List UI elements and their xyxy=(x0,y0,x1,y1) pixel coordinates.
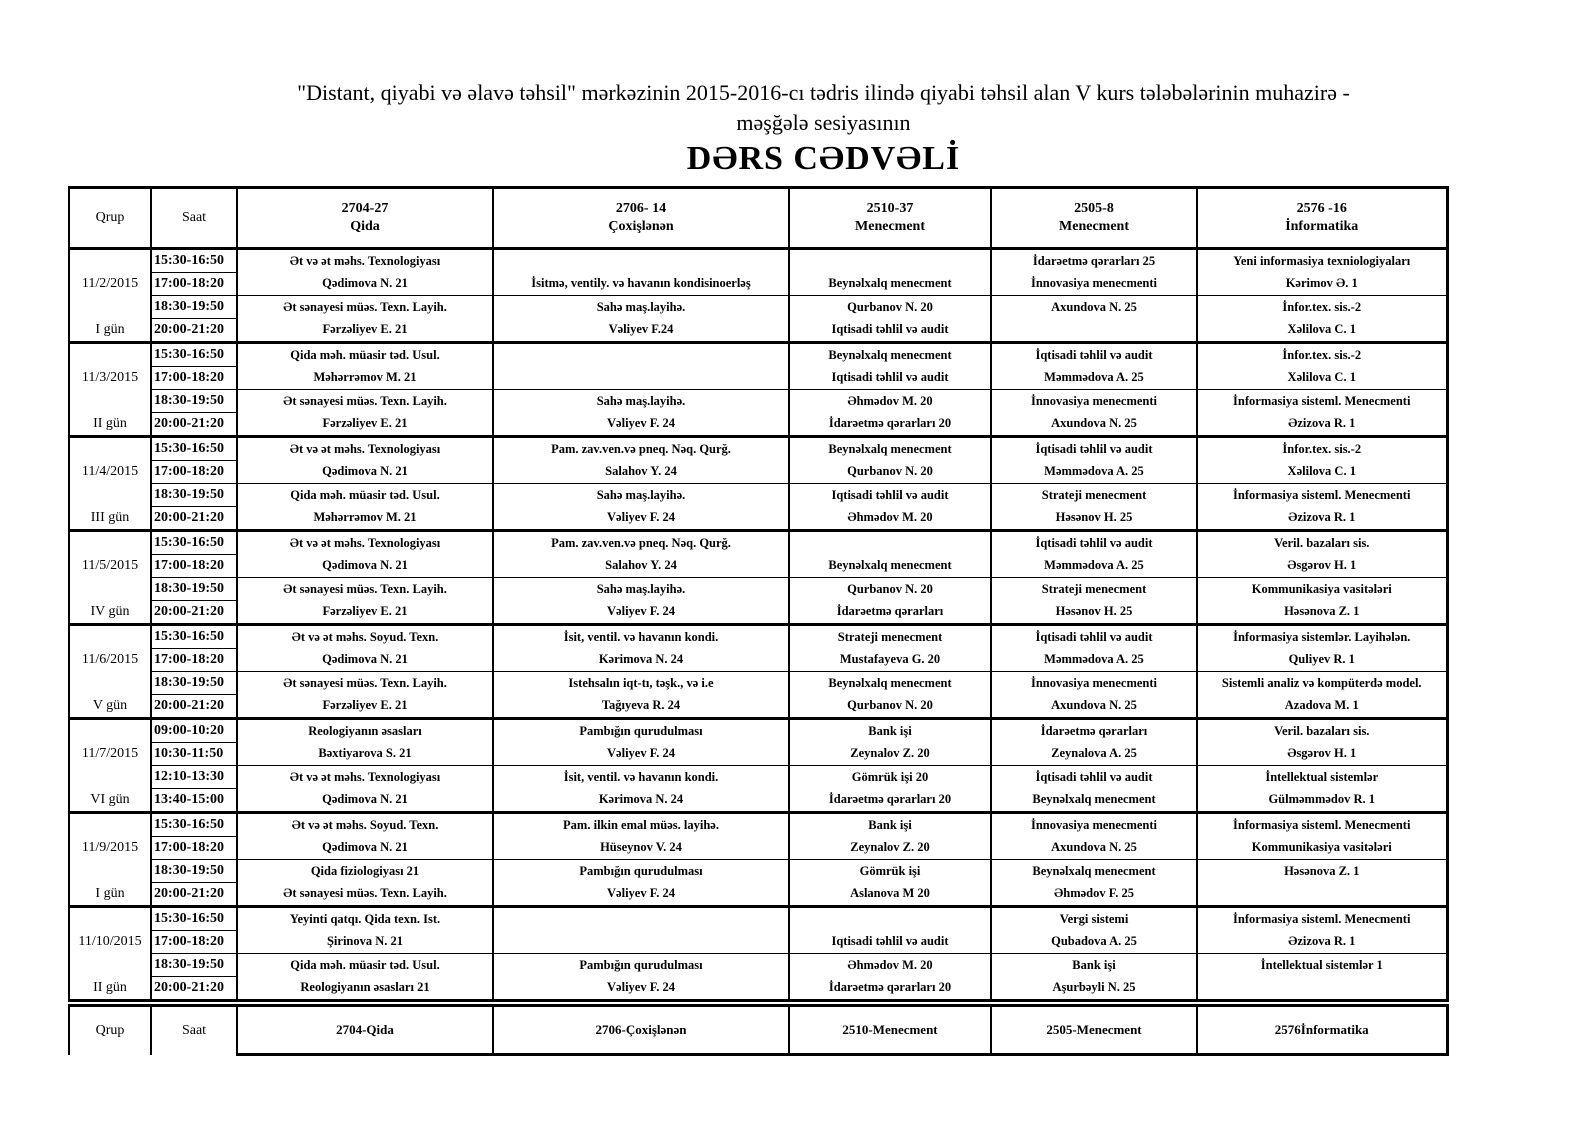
table-row xyxy=(69,766,1447,789)
class-cell: Ət sənayesi müəs. Texn. Layih. xyxy=(237,390,493,413)
class-cell: Hüseynov V. 24 xyxy=(493,837,789,860)
class-cell: Əzizova R. 1 xyxy=(1197,413,1447,437)
footer-col: 2510-Menecment xyxy=(789,1006,991,1055)
class-cell: Zeynalov Z. 20 xyxy=(789,743,991,766)
class-cell xyxy=(493,931,789,954)
class-cell: Beynəlxalq menecment xyxy=(991,860,1197,883)
schedule-table xyxy=(68,186,1449,1056)
class-cell: Beynəlxalq menecment xyxy=(789,672,991,695)
class-cell: Ət və ət məhs. Texnologiyası xyxy=(237,766,493,789)
class-cell: Gülməmmədov R. 1 xyxy=(1197,789,1447,813)
date-spacer xyxy=(69,719,151,743)
class-cell: Pam. zav.ven.və pneq. Nəq. Qurğ. xyxy=(493,437,789,461)
class-cell: İsit, ventil. və havanın kondi. xyxy=(493,625,789,649)
class-cell: İdarəetmə qərarları 20 xyxy=(789,789,991,813)
class-cell xyxy=(789,531,991,555)
class-cell: Kommunikasiya vasitələri xyxy=(1197,578,1447,601)
class-cell: Vəliyev F.24 xyxy=(493,319,789,343)
class-cell: Zeynalova A. 25 xyxy=(991,743,1197,766)
table-row xyxy=(69,273,1447,296)
time-cell: 17:00-18:20 xyxy=(151,649,237,672)
time-cell: 15:30-16:50 xyxy=(151,437,237,461)
day-label: I gün xyxy=(69,883,151,907)
class-cell: İnfor.tex. sis.-2 xyxy=(1197,343,1447,367)
class-cell: Əsgərov H. 1 xyxy=(1197,555,1447,578)
header-col-5 xyxy=(1197,188,1447,249)
table-row xyxy=(69,555,1447,578)
class-cell: Qurbanov N. 20 xyxy=(789,296,991,319)
class-cell: Məmmədova A. 25 xyxy=(991,461,1197,484)
date-spacer xyxy=(69,813,151,837)
time-cell: 09:00-10:20 xyxy=(151,719,237,743)
class-cell: Iqtisadi təhlil və audit xyxy=(789,931,991,954)
header-col-2 xyxy=(493,188,789,249)
class-cell: Qurbanov N. 20 xyxy=(789,578,991,601)
time-cell: 10:30-11:50 xyxy=(151,743,237,766)
title-line-2: məşğələ sesiyasının xyxy=(736,110,911,135)
class-cell: Kərimova N. 24 xyxy=(493,649,789,672)
time-cell: 17:00-18:20 xyxy=(151,273,237,296)
time-cell: 18:30-19:50 xyxy=(151,578,237,601)
date-spacer xyxy=(69,954,151,977)
class-cell: Quliyev R. 1 xyxy=(1197,649,1447,672)
time-cell: 18:30-19:50 xyxy=(151,954,237,977)
time-cell: 20:00-21:20 xyxy=(151,883,237,907)
class-cell: İnformasiya sisteml. Menecmenti xyxy=(1197,484,1447,507)
day-label: III gün xyxy=(69,507,151,531)
class-cell: Qədimova N. 21 xyxy=(237,837,493,860)
class-cell xyxy=(493,907,789,931)
class-cell: Məhərrəmov M. 21 xyxy=(237,367,493,390)
class-cell: Qədimova N. 21 xyxy=(237,461,493,484)
footer-row xyxy=(69,1006,1447,1055)
class-cell: Sahə maş.layihə. xyxy=(493,296,789,319)
class-cell: Beynəlxalq menecment xyxy=(789,343,991,367)
footer-group: Qrup xyxy=(69,1006,151,1055)
class-cell: İqtisadi təhlil və audit xyxy=(991,766,1197,789)
date-cell: 11/4/2015 xyxy=(69,461,151,484)
class-cell: İnnovasiya menecmenti xyxy=(991,672,1197,695)
date-spacer xyxy=(69,860,151,883)
time-cell: 15:30-16:50 xyxy=(151,343,237,367)
page-title: DƏRS CƏDVƏLİ xyxy=(686,140,961,177)
class-cell: Əhmədov M. 20 xyxy=(789,507,991,531)
date-cell: 11/2/2015 xyxy=(69,273,151,296)
class-cell: İqtisadi təhlil və audit xyxy=(991,437,1197,461)
col-name: Qida xyxy=(350,219,380,234)
class-cell: Həsənova Z. 1 xyxy=(1197,601,1447,625)
table-row xyxy=(69,954,1447,977)
class-cell: Kommunikasiya vasitələri xyxy=(1197,837,1447,860)
date-cell: 11/9/2015 xyxy=(69,837,151,860)
table-row xyxy=(69,649,1447,672)
class-cell: Qurbanov N. 20 xyxy=(789,461,991,484)
class-cell: Məmmədova A. 25 xyxy=(991,367,1197,390)
class-cell: Azadova M. 1 xyxy=(1197,695,1447,719)
table-row xyxy=(69,672,1447,695)
class-cell: Ət və ət məhs. Texnologiyası xyxy=(237,437,493,461)
footer-col: 2505-Menecment xyxy=(991,1006,1197,1055)
date-cell: 11/7/2015 xyxy=(69,743,151,766)
time-cell: 15:30-16:50 xyxy=(151,813,237,837)
table-row xyxy=(69,296,1447,319)
class-cell: İntellektual sistemlər 1 xyxy=(1197,954,1447,977)
table-row xyxy=(69,719,1447,743)
table-row xyxy=(69,507,1447,531)
class-cell: Vergi sistemi xyxy=(991,907,1197,931)
class-cell xyxy=(493,343,789,367)
date-cell: 11/5/2015 xyxy=(69,555,151,578)
table-row xyxy=(69,625,1447,649)
class-cell: Gömrük işi xyxy=(789,860,991,883)
header-col-1 xyxy=(237,188,493,249)
class-cell: Axundova N. 25 xyxy=(991,837,1197,860)
class-cell: İdarəetmə qərarları 20 xyxy=(789,977,991,1001)
class-cell: Məhərrəmov M. 21 xyxy=(237,507,493,531)
class-cell: Pam. ilkin emal müəs. layihə. xyxy=(493,813,789,837)
col-name: Menecment xyxy=(855,219,925,234)
class-cell: Həsənova Z. 1 xyxy=(1197,860,1447,883)
col-code: 2704-27 xyxy=(341,201,389,216)
header-time: Saat xyxy=(151,188,237,249)
class-cell: Iqtisadi təhlil və audit xyxy=(789,484,991,507)
class-cell: Iqtisadi təhlil və audit xyxy=(789,367,991,390)
class-cell: Ət sənayesi müəs. Texn. Layih. xyxy=(237,883,493,907)
class-cell: Bank işi xyxy=(789,813,991,837)
class-cell: Qubadova A. 25 xyxy=(991,931,1197,954)
class-cell: Axundova N. 25 xyxy=(991,296,1197,319)
class-cell: İnfor.tex. sis.-2 xyxy=(1197,296,1447,319)
class-cell: Mustafayeva G. 20 xyxy=(789,649,991,672)
class-cell: Beynəlxalq menecment xyxy=(789,555,991,578)
header-row xyxy=(69,188,1447,249)
class-cell: Əhmədov F. 25 xyxy=(991,883,1197,907)
class-cell: İdarəetmə qərarları 25 xyxy=(991,249,1197,273)
table-row xyxy=(69,601,1447,625)
time-cell: 17:00-18:20 xyxy=(151,837,237,860)
time-cell: 20:00-21:20 xyxy=(151,601,237,625)
class-cell: Sahə maş.layihə. xyxy=(493,390,789,413)
class-cell: İsit, ventil. və havanın kondi. xyxy=(493,766,789,789)
class-cell: Vəliyev F. 24 xyxy=(493,883,789,907)
date-spacer xyxy=(69,625,151,649)
col-name: Menecment xyxy=(1059,219,1129,234)
footer-col: 2706-Çoxişlənən xyxy=(493,1006,789,1055)
table-row xyxy=(69,413,1447,437)
table-row xyxy=(69,931,1447,954)
class-cell: İnnovasiya menecmenti xyxy=(991,390,1197,413)
class-cell: Qida məh. müasir təd. Usul. xyxy=(237,954,493,977)
class-cell: Kərimov Ə. 1 xyxy=(1197,273,1447,296)
class-cell: Əzizova R. 1 xyxy=(1197,931,1447,954)
class-cell: İnnovasiya menecmenti xyxy=(991,813,1197,837)
time-cell: 15:30-16:50 xyxy=(151,531,237,555)
date-spacer xyxy=(69,249,151,273)
table-row xyxy=(69,743,1447,766)
header-col-4 xyxy=(991,188,1197,249)
table-row xyxy=(69,789,1447,813)
class-cell: Strateji menecment xyxy=(789,625,991,649)
table-row xyxy=(69,484,1447,507)
table-row xyxy=(69,531,1447,555)
col-code: 2510-37 xyxy=(866,201,914,216)
class-cell: Aslanova M 20 xyxy=(789,883,991,907)
day-label: II gün xyxy=(69,413,151,437)
date-spacer xyxy=(69,907,151,931)
class-cell: Beynəlxalq menecment xyxy=(991,789,1197,813)
class-cell: Vəliyev F. 24 xyxy=(493,507,789,531)
class-cell: Qədimova N. 21 xyxy=(237,789,493,813)
class-cell: Şirinova N. 21 xyxy=(237,931,493,954)
date-spacer xyxy=(69,484,151,507)
class-cell: Qədimova N. 21 xyxy=(237,555,493,578)
class-cell: Qida məh. müasir təd. Usul. xyxy=(237,484,493,507)
class-cell: Zeynalov Z. 20 xyxy=(789,837,991,860)
class-cell: Xəlilova C. 1 xyxy=(1197,319,1447,343)
header-group: Qrup xyxy=(69,188,151,249)
class-cell: Fərzəliyev E. 21 xyxy=(237,601,493,625)
class-cell: Ət və ət məhs. Soyud. Texn. xyxy=(237,625,493,649)
table-row xyxy=(69,907,1447,931)
class-cell xyxy=(1197,977,1447,1001)
class-cell: Pam. zav.ven.və pneq. Nəq. Qurğ. xyxy=(493,531,789,555)
class-cell: İnformasiya sistemlər. Layihələn. xyxy=(1197,625,1447,649)
day-label: VI gün xyxy=(69,789,151,813)
time-cell: 15:30-16:50 xyxy=(151,625,237,649)
table-row xyxy=(69,437,1447,461)
class-cell: Sahə maş.layihə. xyxy=(493,578,789,601)
col-code: 2576 -16 xyxy=(1296,201,1347,216)
class-cell: Sistemli analiz və kompüterdə model. xyxy=(1197,672,1447,695)
time-cell: 18:30-19:50 xyxy=(151,484,237,507)
time-cell: 20:00-21:20 xyxy=(151,507,237,531)
class-cell xyxy=(991,319,1197,343)
time-cell: 12:10-13:30 xyxy=(151,766,237,789)
time-cell: 18:30-19:50 xyxy=(151,296,237,319)
header-col-3 xyxy=(789,188,991,249)
class-cell: İsitmə, ventily. və havanın kondisinoerləş xyxy=(493,273,789,296)
time-cell: 18:30-19:50 xyxy=(151,390,237,413)
class-cell: Veril. bazaları sis. xyxy=(1197,531,1447,555)
class-cell: Bank işi xyxy=(991,954,1197,977)
class-cell: Əhmədov M. 20 xyxy=(789,954,991,977)
class-cell: Xəlilova C. 1 xyxy=(1197,461,1447,484)
class-cell: İdarəetmə qərarları 20 xyxy=(789,413,991,437)
table-row xyxy=(69,813,1447,837)
class-cell: İqtisadi təhlil və audit xyxy=(991,625,1197,649)
class-cell: Qədimova N. 21 xyxy=(237,273,493,296)
class-cell: İdarəetmə qərarları xyxy=(991,719,1197,743)
class-cell: Tağıyeva R. 24 xyxy=(493,695,789,719)
class-cell: Axundova N. 25 xyxy=(991,695,1197,719)
col-code: 2706- 14 xyxy=(615,201,667,216)
table-row xyxy=(69,461,1447,484)
class-cell xyxy=(1197,883,1447,907)
class-cell: İntellektual sistemlər xyxy=(1197,766,1447,789)
class-cell xyxy=(789,907,991,931)
title-line-1: "Distant, qiyabi və əlavə təhsil" mərkəzinin 2015-2016-cı tədris ilində qiyabi təhsil alan V kurs tələbələrinin muhazirə - xyxy=(297,80,1350,105)
class-cell: İnnovasiya menecmenti xyxy=(991,273,1197,296)
class-cell: Aşurbəyli N. 25 xyxy=(991,977,1197,1001)
class-cell: Qədimova N. 21 xyxy=(237,649,493,672)
class-cell xyxy=(493,367,789,390)
class-cell: Fərzəliyev E. 21 xyxy=(237,695,493,719)
class-cell: Istehsalın iqt-tı, təşk., və i.e xyxy=(493,672,789,695)
class-cell: Bank işi xyxy=(789,719,991,743)
table-row xyxy=(69,695,1447,719)
class-cell: İnformasiya sisteml. Menecmenti xyxy=(1197,907,1447,931)
class-cell: Fərzəliyev E. 21 xyxy=(237,319,493,343)
class-cell: Qida məh. müasir təd. Usul. xyxy=(237,343,493,367)
class-cell: İdarəetmə qərarları xyxy=(789,601,991,625)
table-row xyxy=(69,343,1447,367)
class-cell: Fərzəliyev E. 21 xyxy=(237,413,493,437)
footer-col: 2704-Qida xyxy=(237,1006,493,1055)
class-cell: Əhmədov M. 20 xyxy=(789,390,991,413)
col-code: 2505-8 xyxy=(1074,201,1114,216)
class-cell: Ət və ət məhs. Soyud. Texn. xyxy=(237,813,493,837)
class-cell: Pambığın qurudulması xyxy=(493,719,789,743)
class-cell: Bəxtiyarova S. 21 xyxy=(237,743,493,766)
class-cell: Əzizova R. 1 xyxy=(1197,507,1447,531)
time-cell: 20:00-21:20 xyxy=(151,977,237,1001)
class-cell: Vəliyev F. 24 xyxy=(493,743,789,766)
time-cell: 18:30-19:50 xyxy=(151,672,237,695)
table-row xyxy=(69,319,1447,343)
class-cell: Həsənov H. 25 xyxy=(991,507,1197,531)
class-cell: Strateji menecment xyxy=(991,578,1197,601)
time-cell: 15:30-16:50 xyxy=(151,907,237,931)
class-cell: Veril. bazaları sis. xyxy=(1197,719,1447,743)
date-spacer xyxy=(69,437,151,461)
col-name: Çoxişlənən xyxy=(608,219,674,234)
class-cell: Həsənov H. 25 xyxy=(991,601,1197,625)
time-cell: 20:00-21:20 xyxy=(151,695,237,719)
class-cell: Qida fiziologiyası 21 xyxy=(237,860,493,883)
table-row xyxy=(69,860,1447,883)
class-cell: Əsgərov H. 1 xyxy=(1197,743,1447,766)
class-cell: Sahə maş.layihə. xyxy=(493,484,789,507)
footer-time: Saat xyxy=(151,1006,237,1055)
date-spacer xyxy=(69,531,151,555)
class-cell: Məmmədova A. 25 xyxy=(991,649,1197,672)
class-cell xyxy=(493,249,789,273)
class-cell: Məmmədova A. 25 xyxy=(991,555,1197,578)
class-cell: İnformasiya sisteml. Menecmenti xyxy=(1197,813,1447,837)
time-cell: 15:30-16:50 xyxy=(151,249,237,273)
class-cell: Axundova N. 25 xyxy=(991,413,1197,437)
class-cell: Gömrük işi 20 xyxy=(789,766,991,789)
table-row xyxy=(69,578,1447,601)
class-cell: İqtisadi təhlil və audit xyxy=(991,343,1197,367)
class-cell: Xəlilova C. 1 xyxy=(1197,367,1447,390)
class-cell: Kərimova N. 24 xyxy=(493,789,789,813)
date-spacer xyxy=(69,343,151,367)
class-cell: Yeni informasiya texniologiyaları xyxy=(1197,249,1447,273)
class-cell: Vəliyev F. 24 xyxy=(493,413,789,437)
day-label: II gün xyxy=(69,977,151,1001)
class-cell: Ət və ət məhs. Texnologiyası xyxy=(237,249,493,273)
day-label: IV gün xyxy=(69,601,151,625)
class-cell: İnformasiya sisteml. Menecmenti xyxy=(1197,390,1447,413)
footer-col: 2576İnformatika xyxy=(1197,1006,1447,1055)
class-cell: Qurbanov N. 20 xyxy=(789,695,991,719)
day-label: V gün xyxy=(69,695,151,719)
class-cell: Iqtisadi təhlil və audit xyxy=(789,319,991,343)
class-cell: Reologiyanın əsasları 21 xyxy=(237,977,493,1001)
class-cell: İnfor.tex. sis.-2 xyxy=(1197,437,1447,461)
class-cell: Yeyinti qatqı. Qida texn. Ist. xyxy=(237,907,493,931)
col-name: İnformatika xyxy=(1285,219,1359,234)
time-cell: 17:00-18:20 xyxy=(151,931,237,954)
class-cell: Reologiyanın əsasları xyxy=(237,719,493,743)
class-cell: Strateji menecment xyxy=(991,484,1197,507)
table-row xyxy=(69,883,1447,907)
class-cell: Salahov Y. 24 xyxy=(493,461,789,484)
date-cell: 11/3/2015 xyxy=(69,367,151,390)
class-cell: Vəliyev F. 24 xyxy=(493,977,789,1001)
class-cell: Ət sənayesi müəs. Texn. Layih. xyxy=(237,578,493,601)
time-cell: 18:30-19:50 xyxy=(151,860,237,883)
date-spacer xyxy=(69,672,151,695)
class-cell: İqtisadi təhlil və audit xyxy=(991,531,1197,555)
class-cell: Beynəlxalq menecment xyxy=(789,437,991,461)
class-cell: Ət sənayesi müəs. Texn. Layih. xyxy=(237,672,493,695)
table-row xyxy=(69,367,1447,390)
class-cell: Pambığın qurudulması xyxy=(493,860,789,883)
class-cell: Ət sənayesi müəs. Texn. Layih. xyxy=(237,296,493,319)
table-row xyxy=(69,249,1447,273)
class-cell: Vəliyev F. 24 xyxy=(493,601,789,625)
class-cell xyxy=(789,249,991,273)
date-spacer xyxy=(69,296,151,319)
date-spacer xyxy=(69,578,151,601)
table-row xyxy=(69,837,1447,860)
time-cell: 20:00-21:20 xyxy=(151,319,237,343)
day-label: I gün xyxy=(69,319,151,343)
class-cell: Beynəlxalq menecment xyxy=(789,273,991,296)
date-cell: 11/10/2015 xyxy=(69,931,151,954)
time-cell: 20:00-21:20 xyxy=(151,413,237,437)
class-cell: Pambığın qurudulması xyxy=(493,954,789,977)
class-cell: Salahov Y. 24 xyxy=(493,555,789,578)
date-spacer xyxy=(69,766,151,789)
table-row xyxy=(69,977,1447,1001)
table-row xyxy=(69,390,1447,413)
time-cell: 17:00-18:20 xyxy=(151,461,237,484)
time-cell: 13:40-15:00 xyxy=(151,789,237,813)
date-cell: 11/6/2015 xyxy=(69,649,151,672)
class-cell: Ət və ət məhs. Texnologiyası xyxy=(237,531,493,555)
time-cell: 17:00-18:20 xyxy=(151,367,237,390)
date-spacer xyxy=(69,390,151,413)
time-cell: 17:00-18:20 xyxy=(151,555,237,578)
